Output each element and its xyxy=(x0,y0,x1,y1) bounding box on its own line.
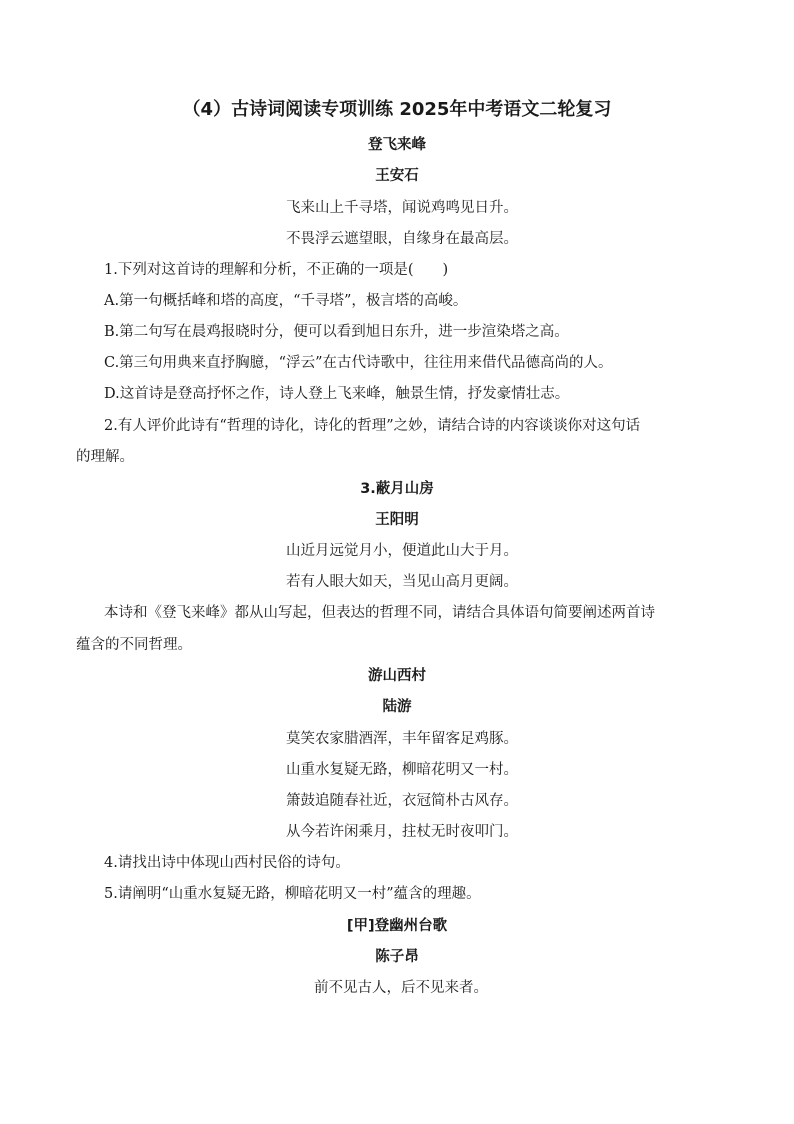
poem2-author: 王阳明 xyxy=(375,512,419,528)
poem4-line-1: 前不见古人，后不见来者。 xyxy=(314,980,488,996)
poem1-author: 王安石 xyxy=(375,168,419,184)
question-1-option-d: D.这首诗是登高抒怀之作，诗人登上飞来峰，触景生情，抒发豪情壮志。 xyxy=(104,386,570,402)
question-1-option-c: C.第三句用典来直抒胸臆，“浮云”在古代诗歌中，往往用来借代品德高尚的人。 xyxy=(104,355,613,371)
poem3-line-4: 从今若许闲乘月，拄杖无时夜叩门。 xyxy=(286,824,518,840)
poem1-line-2: 不畏浮云遮望眼，自缘身在最高层。 xyxy=(286,231,518,247)
page-title: （4）古诗词阅读专项训练 2025年中考语文二轮复习 xyxy=(182,99,612,120)
question-1-stem: 1.下列对这首诗的理解和分析，不正确的一项是( ) xyxy=(104,262,449,278)
poem4-author: 陈子昂 xyxy=(375,949,419,965)
poem1-line-1: 飞来山上千寻塔，闻说鸡鸣见日升。 xyxy=(286,200,518,216)
poem3-line-3: 箫鼓追随春社近，衣冠简朴古风存。 xyxy=(286,793,518,809)
poem3-line-1: 莫笑农家腊酒浑，丰年留客足鸡豚。 xyxy=(286,731,518,747)
question-2-line-2: 的理解。 xyxy=(76,449,134,465)
poem4-title: [甲]登幽州台歌 xyxy=(346,918,448,934)
poem3-title: 游山西村 xyxy=(368,668,426,684)
poem3-line-2: 山重水复疑无路，柳暗花明又一村。 xyxy=(286,762,518,778)
question-4: 4.请找出诗中体现山西村民俗的诗句。 xyxy=(104,855,350,871)
poem3-author: 陆游 xyxy=(382,699,412,715)
question-3-line-2: 蕴含的不同哲理。 xyxy=(76,637,192,653)
question-1-option-b: B.第二句写在晨鸡报晓时分，便可以看到旭日东升，进一步渲染塔之高。 xyxy=(104,324,569,340)
question-1-option-a: A.第一句概括峰和塔的高度，“千寻塔”，极言塔的高峻。 xyxy=(104,293,468,309)
poem2-title: 3.蔽月山房 xyxy=(360,481,434,497)
question-2-line-1: 2.有人评价此诗有“哲理的诗化，诗化的哲理”之妙，请结合诗的内容谈谈你对这句话 xyxy=(104,418,641,434)
poem1-title: 登飞来峰 xyxy=(368,137,426,153)
poem2-line-2: 若有人眼大如天，当见山高月更阔。 xyxy=(286,574,518,590)
poem2-line-1: 山近月远觉月小，便道此山大于月。 xyxy=(286,543,518,559)
question-3-line-1: 本诗和《登飞来峰》都从山写起，但表达的哲理不同，请结合具体语句简要阐述两首诗 xyxy=(104,605,655,621)
question-5: 5.请阐明“山重水复疑无路，柳暗花明又一村”蕴含的理趣。 xyxy=(104,886,481,902)
